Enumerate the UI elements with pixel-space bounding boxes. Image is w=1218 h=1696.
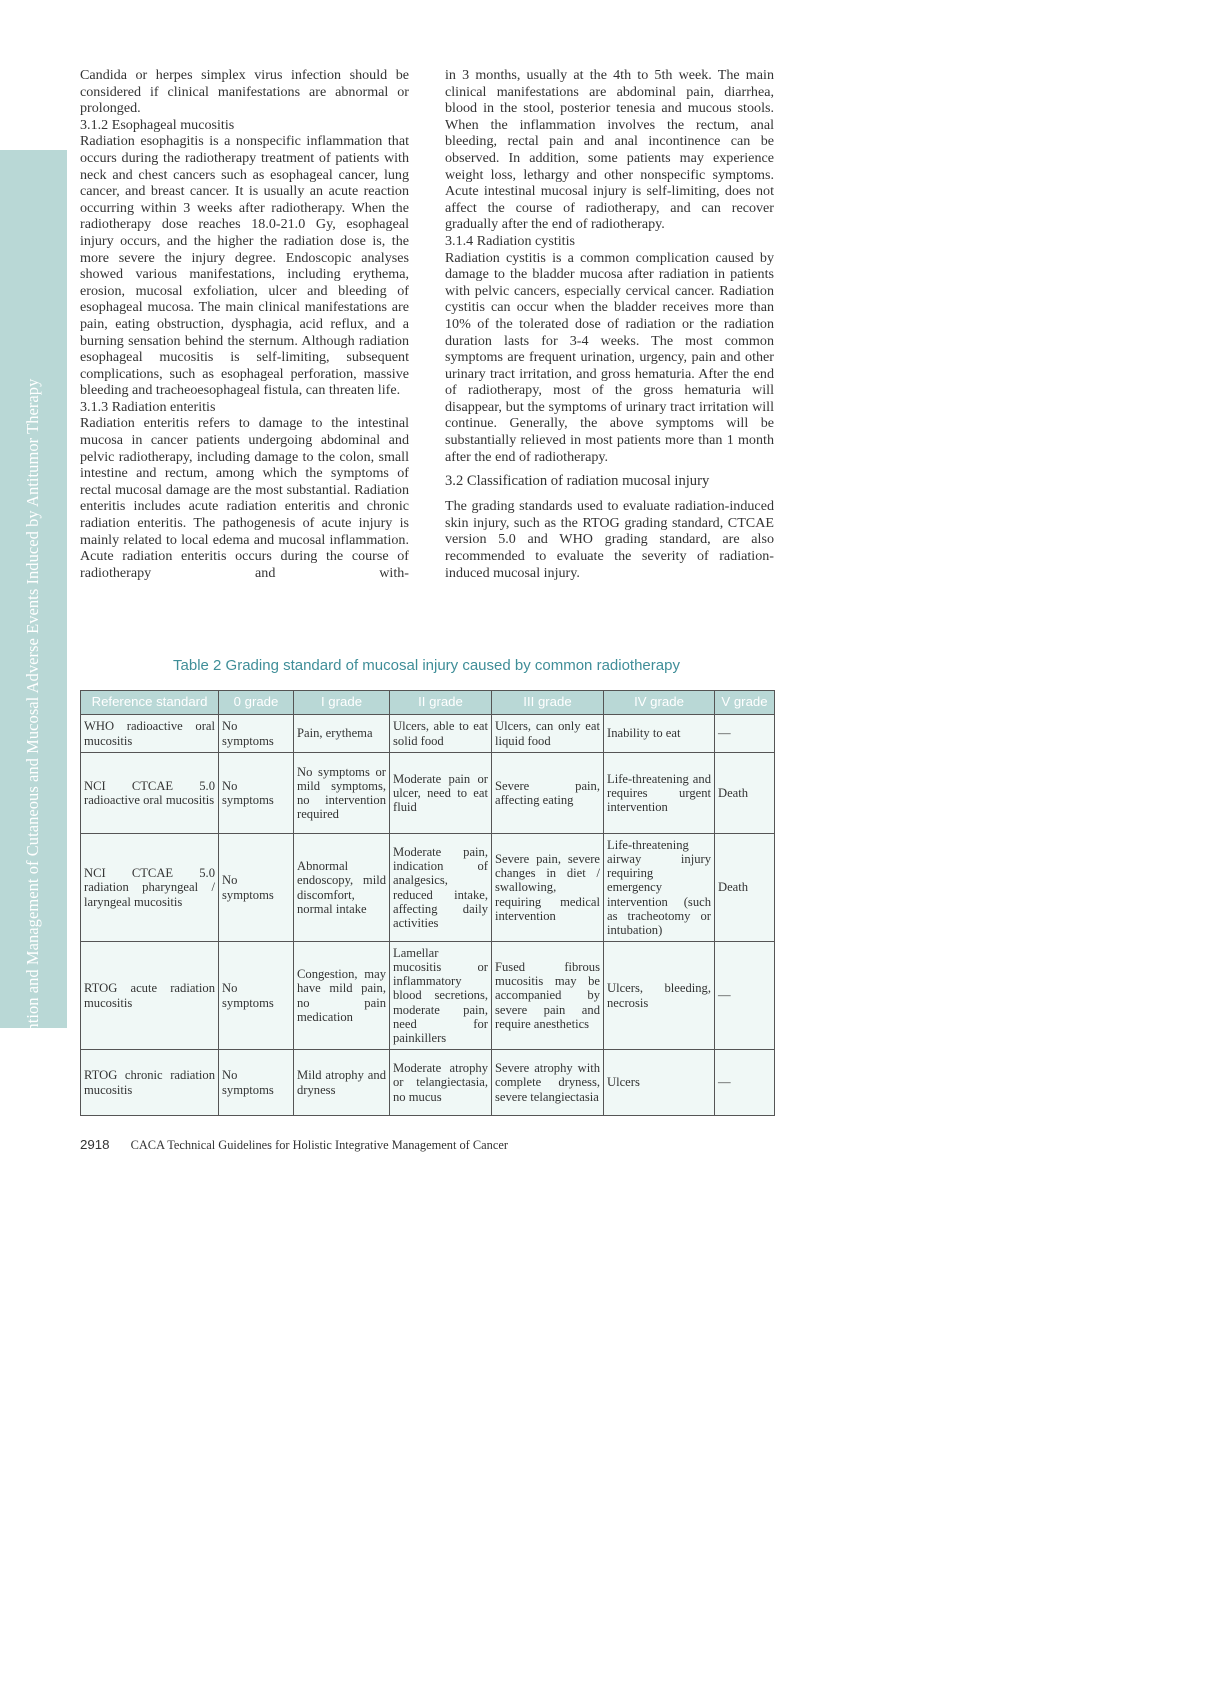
table-cell: No symptoms or mild symptoms, no intervention required xyxy=(294,753,390,834)
table-cell: Severe atrophy with complete dryness, severe telangiectasia xyxy=(492,1050,604,1116)
table-row xyxy=(81,834,775,942)
table-cell: No symptoms xyxy=(219,942,294,1050)
section-heading-3-1-4: 3.1.4 Radiation cystitis xyxy=(445,232,575,249)
table-header-row xyxy=(81,691,775,715)
left-column xyxy=(80,67,409,581)
table-cell: Fused fibrous mucositis may be accompanied by severe pain and require anesthetics xyxy=(492,942,604,1050)
table-cell: Ulcers, able to eat solid food xyxy=(390,715,492,753)
table-row xyxy=(81,942,775,1050)
table-cell: Lamellar mucositis or inflammatory blood secretions, moderate pain, need for painkillers xyxy=(390,942,492,1050)
side-title-band xyxy=(0,150,67,1100)
table-cell: Abnormal endoscopy, mild discomfort, normal intake xyxy=(294,834,390,942)
table-cell: Ulcers xyxy=(604,1050,715,1116)
table-row xyxy=(81,715,775,753)
table-cell: Mild atrophy and dryness xyxy=(294,1050,390,1116)
section-heading-3-2: 3.2 Classification of radiation mucosal injury xyxy=(445,473,710,490)
table-cell: RTOG chronic radiation mucositis xyxy=(81,1050,219,1116)
table-cell: Moderate pain, indication of analgesics, reduced intake, affecting daily activities xyxy=(390,834,492,942)
header-iii-grade: III grade xyxy=(492,691,604,715)
table-cell: Congestion, may have mild pain, no pain medication xyxy=(294,942,390,1050)
table-caption: Table 2 Grading standard of mucosal injury caused by common radiotherapy xyxy=(173,657,680,674)
table-cell: WHO radioactive oral mucositis xyxy=(81,715,219,753)
page-footer xyxy=(80,1137,508,1153)
paragraph: in 3 months, usually at the 4th to 5th week. The main clinical manifestations are abdominal pain, diarrhea, blood in the stool, posterior tenesia and mucous stools. When the inflammation involves the rectum, anal bleeding, rectal pain and anal incontinence can be observed. In addition, some patients may experience weight loss, lethargy and other nonspecific symptoms. Acute intestinal mucosal injury is self-limiting, does not affect the course of radiotherapy, and can recover gradually after the end of radiotherapy. xyxy=(445,67,774,233)
table-cell: Severe pain, affecting eating xyxy=(492,753,604,834)
paragraph: Radiation enteritis refers to damage to the intestinal mucosa in cancer patients undergoing abdominal and pelvic radiotherapy, including damage to the colon, small intestine and rectum, among which the symptoms of rectal mucosal damage are the most substantial. Radiation enteritis includes acute radiation enteritis and chronic radiation enteritis. The pathogenesis of acute injury is mainly related to local edema and mucosal inflammation. Acute radiation enteritis occurs during the course of radiotherapy and with- xyxy=(80,415,409,581)
paragraph: The grading standards used to evaluate radiation-induced skin injury, such as the RTOG grading standard, CTCAE version 5.0 and WHO grading standard, are also recommended to evaluate the severity of radiation-induced mucosal injury. xyxy=(445,498,774,581)
section-heading-3-1-3: 3.1.3 Radiation enteritis xyxy=(80,398,216,415)
table-cell: Inability to eat xyxy=(604,715,715,753)
header-v-grade: V grade xyxy=(715,691,775,715)
journal-title: CACA Technical Guidelines for Holistic Integrative Management of Cancer xyxy=(130,1138,508,1152)
table-cell: No symptoms xyxy=(219,834,294,942)
table-row xyxy=(81,753,775,834)
right-column xyxy=(445,67,774,581)
section-heading-3-1-2: 3.1.2 Esophageal mucositis xyxy=(80,116,235,133)
table-cell: Severe pain, severe changes in diet / swallowing, requiring medical intervention xyxy=(492,834,604,942)
table-cell: — xyxy=(715,1050,775,1116)
table-cell: Life-threatening and requires urgent intervention xyxy=(604,753,715,834)
table-cell: Moderate atrophy or telangiectasia, no mucus xyxy=(390,1050,492,1116)
table-cell: Death xyxy=(715,834,775,942)
table-cell: NCI CTCAE 5.0 radiation pharyngeal / laryngeal mucositis xyxy=(81,834,219,942)
table-cell: — xyxy=(715,715,775,753)
table-cell: Pain, erythema xyxy=(294,715,390,753)
header-ii-grade: II grade xyxy=(390,691,492,715)
table-cell: — xyxy=(715,942,775,1050)
paragraph: Radiation esophagitis is a nonspecific inflammation that occurs during the radiotherapy treatment of patients with neck and chest cancers such as esophageal cancer, lung cancer, and breast cancer. It is usually an acute reaction occurring within 3 weeks after radiotherapy. When the radiotherapy dose reaches 18.0-21.0 Gy, esophageal injury occurs, and the higher the radiation dose is, the more severe the injury degree. Endoscopic analyses showed various manifestations, including erythema, erosion, mucosal exfoliation, ulcer and bleeding of esophageal mucosa. The main clinical manifestations are pain, eating obstruction, dysphagia, acid reflux, and a burning sensation behind the sternum. Although radiation esophageal mucositis is self-limiting, subsequent complications, such as esophageal perforation, massive bleeding and tracheoesophageal fistula, can threaten life. xyxy=(80,133,409,399)
table-cell: Ulcers, bleeding, necrosis xyxy=(604,942,715,1050)
table-cell: Ulcers, can only eat liquid food xyxy=(492,715,604,753)
table-cell: No symptoms xyxy=(219,1050,294,1116)
header-iv-grade: IV grade xyxy=(604,691,715,715)
page-number: 2918 xyxy=(80,1137,110,1152)
table-cell: Death xyxy=(715,753,775,834)
paragraph: Candida or herpes simplex virus infection should be considered if clinical manifestations are abnormal or prolonged. xyxy=(80,67,409,117)
table-cell: RTOG acute radiation mucositis xyxy=(81,942,219,1050)
table-row xyxy=(81,1050,775,1116)
table-cell: Moderate pain or ulcer, need to eat fluid xyxy=(390,753,492,834)
grading-table xyxy=(80,690,775,1116)
table-cell: No symptoms xyxy=(219,715,294,753)
header-0-grade: 0 grade xyxy=(219,691,294,715)
header-reference-standard: Reference standard xyxy=(81,691,219,715)
table-cell: No symptoms xyxy=(219,753,294,834)
table-cell: NCI CTCAE 5.0 radioactive oral mucositis xyxy=(81,753,219,834)
paragraph: Radiation cystitis is a common complication caused by damage to the bladder mucosa after radiation in patients with pelvic cancers, especially cervical cancer. Radiation cystitis can occur when the bladder receives more than 10% of the tolerated dose of radiation or the radiation duration lasts for 3-4 weeks. The most common symptoms are frequent urination, urgency, pain and other urinary tract irritation, and gross hematuria. After the end of radiotherapy, most of the gross hematuria will disappear, but the symptoms of urinary tract irritation will continue. Generally, the above symptoms will be substantially relieved in most patients more than 1 month after the end of radiotherapy. xyxy=(445,249,774,465)
table-cell: Life-threatening airway injury requiring emergency intervention (such as tracheotomy or intubation) xyxy=(604,834,715,942)
side-title: The Prevention and Management of Cutaneous and Mucosal Adverse Events Induced by Antitumor Therapy xyxy=(23,378,42,1100)
header-i-grade: I grade xyxy=(294,691,390,715)
